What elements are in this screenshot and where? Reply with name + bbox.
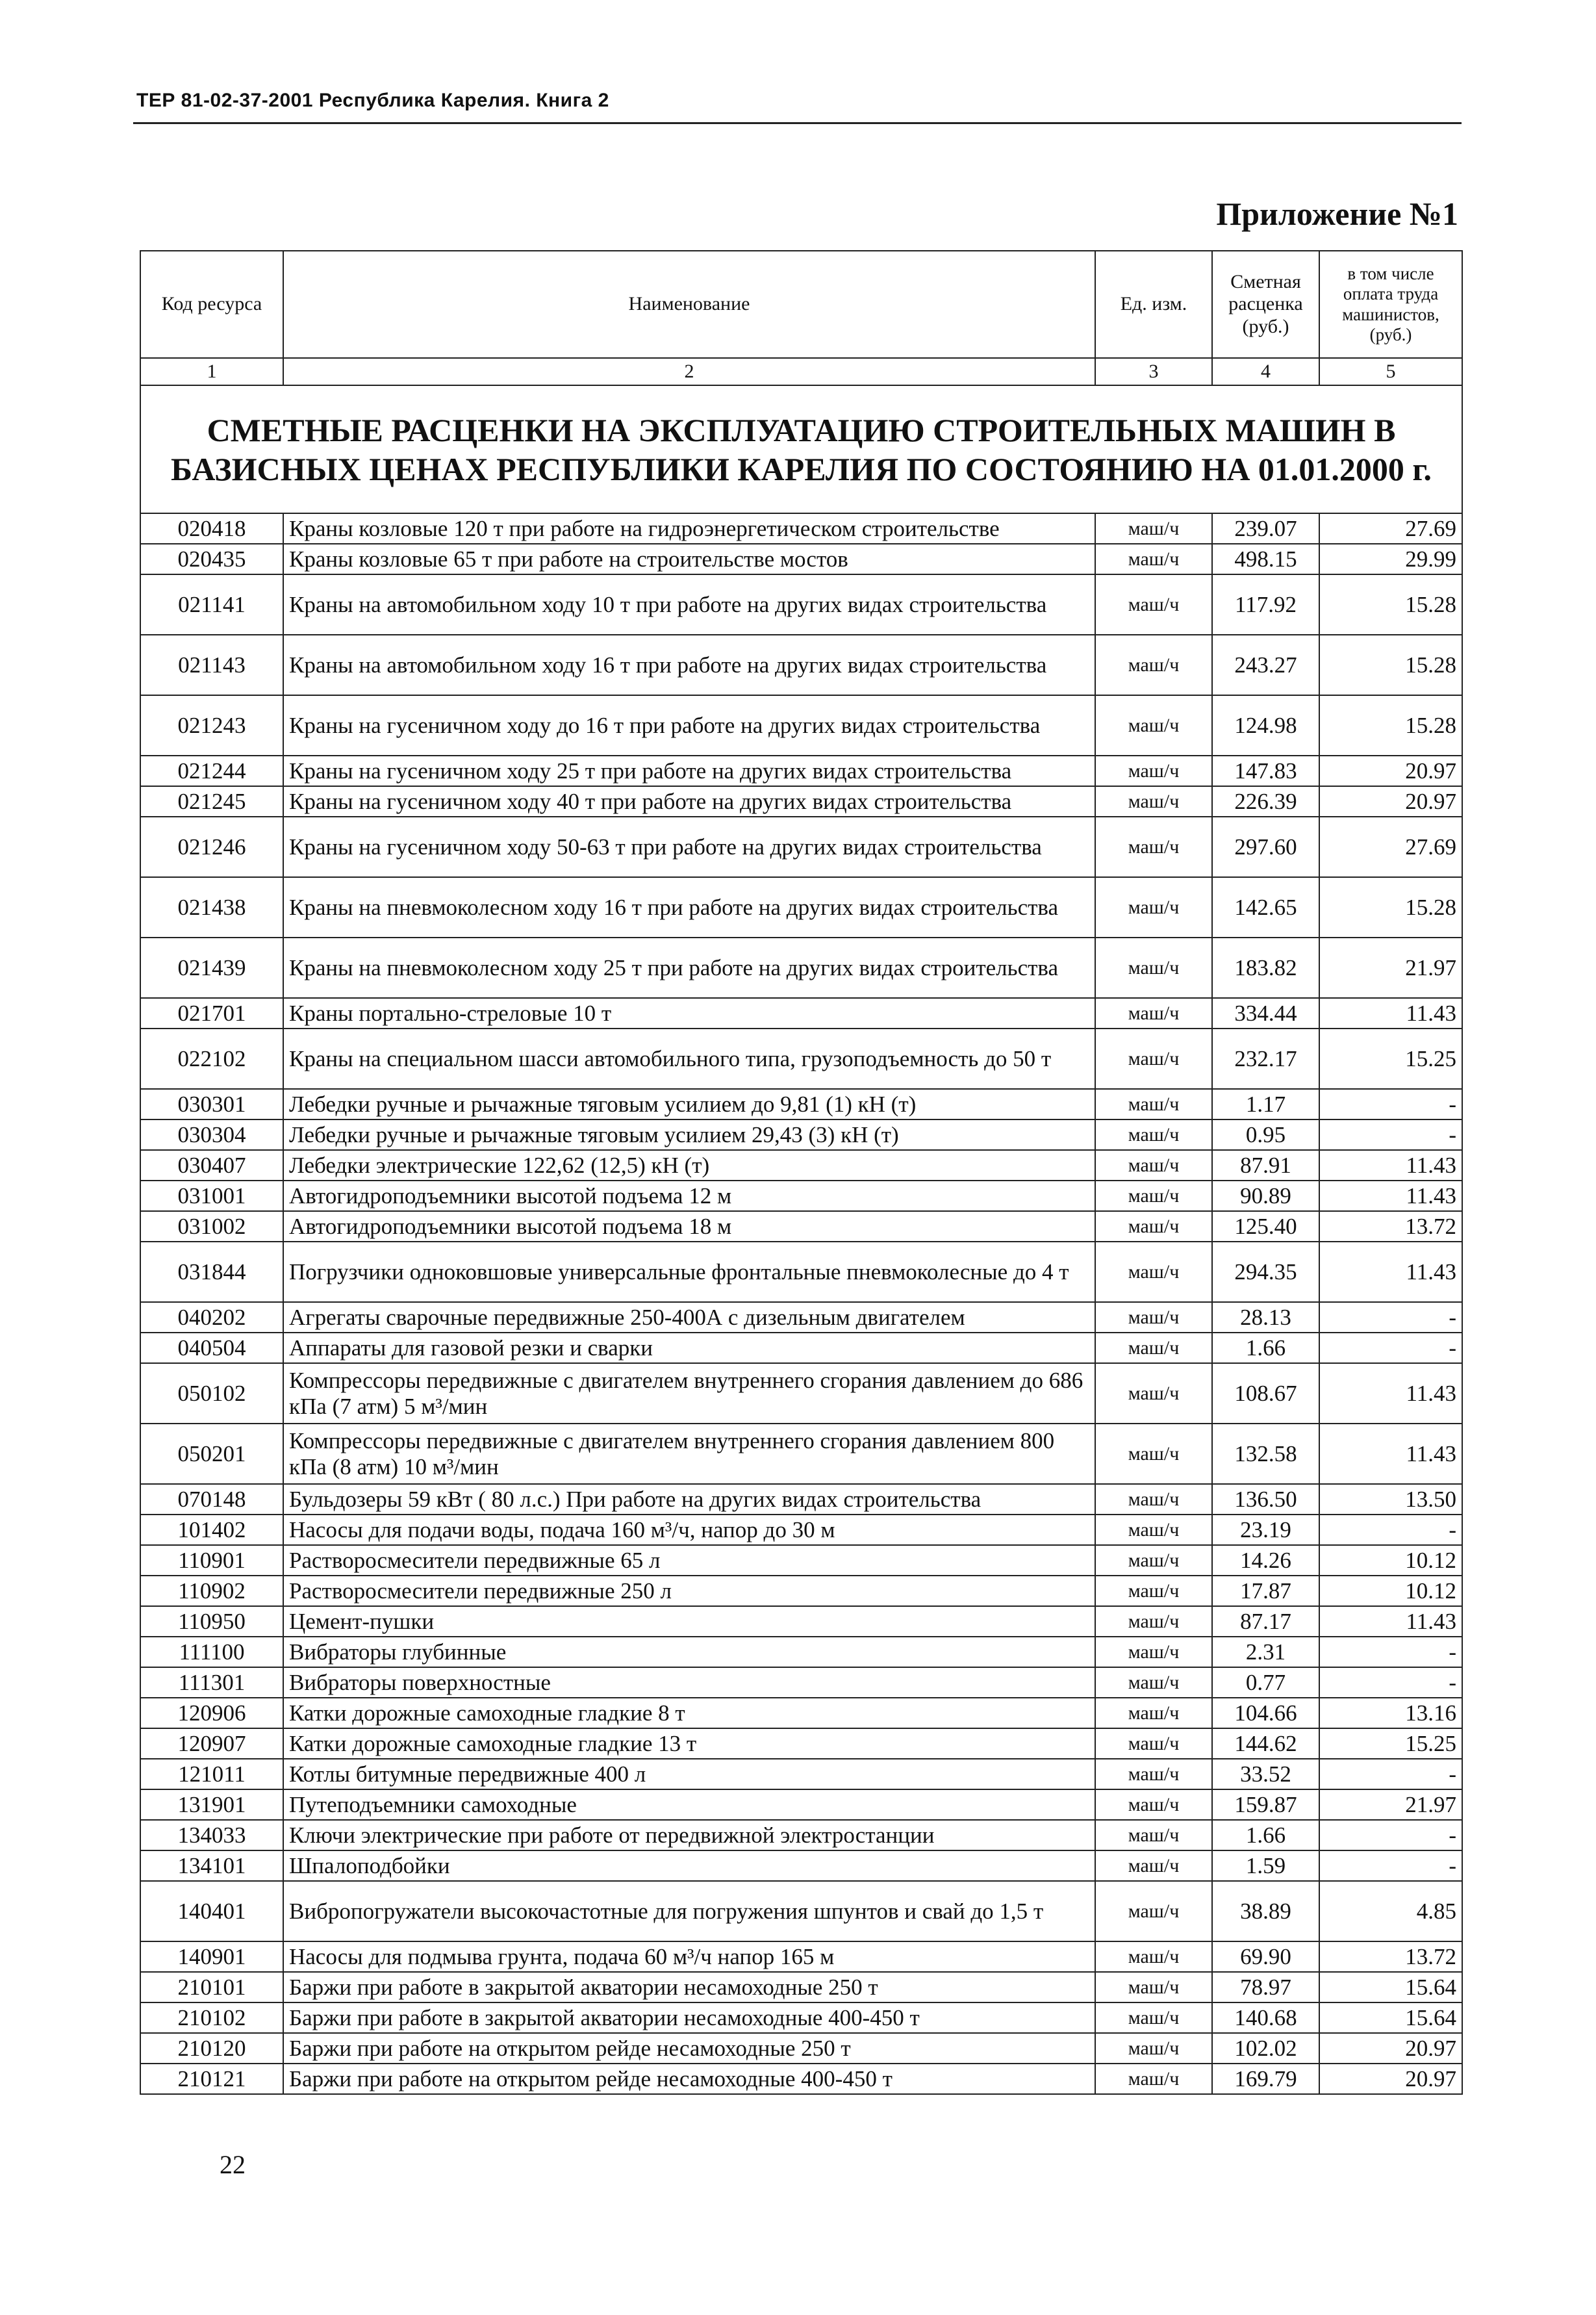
operator-wage: 10.12 — [1319, 1576, 1462, 1606]
estimated-rate: 23.19 — [1212, 1515, 1319, 1545]
resource-code: 030301 — [140, 1089, 283, 1119]
table-row — [140, 1576, 1462, 1606]
unit-of-measure: маш/ч — [1095, 1119, 1212, 1150]
unit-of-measure: маш/ч — [1095, 1424, 1212, 1484]
resource-code: 020435 — [140, 544, 283, 574]
estimated-rate: 226.39 — [1212, 786, 1319, 817]
table-row — [140, 1850, 1462, 1881]
estimated-rate: 183.82 — [1212, 938, 1319, 998]
operator-wage: 27.69 — [1319, 817, 1462, 877]
table-row — [140, 1424, 1462, 1484]
estimated-rate: 125.40 — [1212, 1211, 1319, 1242]
resource-name: Краны на пневмоколесном ходу 25 т при работе на других видах строительства — [283, 938, 1095, 998]
resource-code: 120907 — [140, 1728, 283, 1759]
estimated-rate: 124.98 — [1212, 695, 1319, 756]
table-row — [140, 1363, 1462, 1424]
operator-wage: 15.28 — [1319, 695, 1462, 756]
resource-code: 101402 — [140, 1515, 283, 1545]
resource-code: 070148 — [140, 1484, 283, 1515]
estimated-rate: 102.02 — [1212, 2033, 1319, 2064]
unit-of-measure: маш/ч — [1095, 1820, 1212, 1850]
unit-of-measure: маш/ч — [1095, 1637, 1212, 1667]
resource-name: Краны на специальном шасси автомобильного типа, грузоподъемность до 50 т — [283, 1029, 1095, 1089]
estimated-rate: 1.17 — [1212, 1089, 1319, 1119]
section-title-row — [140, 385, 1462, 513]
resource-code: 120906 — [140, 1698, 283, 1728]
estimated-rate: 144.62 — [1212, 1728, 1319, 1759]
resource-name: Котлы битумные передвижные 400 л — [283, 1759, 1095, 1789]
unit-of-measure: маш/ч — [1095, 1941, 1212, 1972]
resource-name: Краны козловые 120 т при работе на гидроэнергетическом строительстве — [283, 513, 1095, 544]
unit-of-measure: маш/ч — [1095, 695, 1212, 756]
operator-wage: - — [1319, 1637, 1462, 1667]
resource-name: Катки дорожные самоходные гладкие 13 т — [283, 1728, 1095, 1759]
resource-code: 021143 — [140, 635, 283, 695]
estimated-rate: 140.68 — [1212, 2002, 1319, 2033]
table-row — [140, 1545, 1462, 1576]
resource-name: Растворосмесители передвижные 65 л — [283, 1545, 1095, 1576]
resource-code: 134033 — [140, 1820, 283, 1850]
operator-wage: 15.28 — [1319, 877, 1462, 938]
operator-wage: - — [1319, 1333, 1462, 1363]
table-row — [140, 817, 1462, 877]
estimated-rate: 232.17 — [1212, 1029, 1319, 1089]
table-row — [140, 998, 1462, 1029]
resource-name: Баржи при работе на открытом рейде несамоходные 250 т — [283, 2033, 1095, 2064]
column-number: 3 — [1095, 358, 1212, 385]
resource-name: Цемент-пушки — [283, 1606, 1095, 1637]
table-row — [140, 877, 1462, 938]
resource-code: 210101 — [140, 1972, 283, 2002]
resource-code: 021243 — [140, 695, 283, 756]
unit-of-measure: маш/ч — [1095, 786, 1212, 817]
table-row — [140, 1972, 1462, 2002]
table-row — [140, 1242, 1462, 1302]
estimated-rate: 239.07 — [1212, 513, 1319, 544]
resource-name: Лебедки ручные и рычажные тяговым усилием 29,43 (3) кН (т) — [283, 1119, 1095, 1150]
estimated-rate: 33.52 — [1212, 1759, 1319, 1789]
column-number: 2 — [283, 358, 1095, 385]
resource-name: Вибропогружатели высокочастотные для погружения шпунтов и свай до 1,5 т — [283, 1881, 1095, 1941]
table-row — [140, 1881, 1462, 1941]
resource-name: Ключи электрические при работе от передвижной электростанции — [283, 1820, 1095, 1850]
resource-code: 131901 — [140, 1789, 283, 1820]
table-row — [140, 938, 1462, 998]
unit-of-measure: маш/ч — [1095, 1606, 1212, 1637]
operator-wage: 13.50 — [1319, 1484, 1462, 1515]
resource-name: Вибраторы поверхностные — [283, 1667, 1095, 1698]
resource-name: Краны на гусеничном ходу 50-63 т при работе на других видах строительства — [283, 817, 1095, 877]
estimated-rate: 297.60 — [1212, 817, 1319, 877]
unit-of-measure: маш/ч — [1095, 1850, 1212, 1881]
resource-name: Краны на автомобильном ходу 10 т при работе на других видах строительства — [283, 574, 1095, 635]
table-row — [140, 1637, 1462, 1667]
operator-wage: 11.43 — [1319, 1242, 1462, 1302]
unit-of-measure: маш/ч — [1095, 756, 1212, 786]
resource-code: 021438 — [140, 877, 283, 938]
estimated-rate: 294.35 — [1212, 1242, 1319, 1302]
operator-wage: - — [1319, 1089, 1462, 1119]
unit-of-measure: маш/ч — [1095, 938, 1212, 998]
table-row — [140, 1484, 1462, 1515]
estimated-rate: 87.91 — [1212, 1150, 1319, 1181]
column-header-wage: в том числе оплата труда машинистов, (руб.) — [1319, 251, 1462, 358]
operator-wage: 4.85 — [1319, 1881, 1462, 1941]
resource-code: 134101 — [140, 1850, 283, 1881]
resource-name: Катки дорожные самоходные гладкие 8 т — [283, 1698, 1095, 1728]
resource-code: 140401 — [140, 1881, 283, 1941]
operator-wage: - — [1319, 1119, 1462, 1150]
resource-name: Краны портально-стреловые 10 т — [283, 998, 1095, 1029]
unit-of-measure: маш/ч — [1095, 1484, 1212, 1515]
unit-of-measure: маш/ч — [1095, 2033, 1212, 2064]
operator-wage: 15.25 — [1319, 1728, 1462, 1759]
estimated-rate: 334.44 — [1212, 998, 1319, 1029]
resource-name: Компрессоры передвижные с двигателем внутреннего сгорания давлением 800 кПа (8 атм) 10 м³/мин — [283, 1424, 1095, 1484]
unit-of-measure: маш/ч — [1095, 544, 1212, 574]
resource-name: Краны козловые 65 т при работе на строительстве мостов — [283, 544, 1095, 574]
unit-of-measure: маш/ч — [1095, 1698, 1212, 1728]
table-row — [140, 1515, 1462, 1545]
table-row — [140, 1333, 1462, 1363]
resource-name: Шпалоподбойки — [283, 1850, 1095, 1881]
estimated-rate: 243.27 — [1212, 635, 1319, 695]
resource-name: Растворосмесители передвижные 250 л — [283, 1576, 1095, 1606]
table-row — [140, 1759, 1462, 1789]
operator-wage: - — [1319, 1759, 1462, 1789]
estimated-rate: 117.92 — [1212, 574, 1319, 635]
estimated-rate: 159.87 — [1212, 1789, 1319, 1820]
unit-of-measure: маш/ч — [1095, 1789, 1212, 1820]
estimated-rate: 38.89 — [1212, 1881, 1319, 1941]
resource-name: Баржи при работе в закрытой акватории несамоходные 400-450 т — [283, 2002, 1095, 2033]
resource-code: 110950 — [140, 1606, 283, 1637]
unit-of-measure: маш/ч — [1095, 1363, 1212, 1424]
estimated-rate: 142.65 — [1212, 877, 1319, 938]
resource-name: Краны на автомобильном ходу 16 т при работе на других видах строительства — [283, 635, 1095, 695]
table-row — [140, 1150, 1462, 1181]
estimated-rate: 14.26 — [1212, 1545, 1319, 1576]
resource-code: 210102 — [140, 2002, 283, 2033]
unit-of-measure: маш/ч — [1095, 1728, 1212, 1759]
resource-code: 210120 — [140, 2033, 283, 2064]
unit-of-measure: маш/ч — [1095, 1881, 1212, 1941]
estimated-rate: 78.97 — [1212, 1972, 1319, 2002]
table-row — [140, 1728, 1462, 1759]
operator-wage: 13.72 — [1319, 1941, 1462, 1972]
operator-wage: 13.72 — [1319, 1211, 1462, 1242]
rates-table — [140, 250, 1463, 2095]
unit-of-measure: маш/ч — [1095, 1242, 1212, 1302]
unit-of-measure: маш/ч — [1095, 1515, 1212, 1545]
unit-of-measure: маш/ч — [1095, 877, 1212, 938]
resource-code: 210121 — [140, 2064, 283, 2094]
operator-wage: 21.97 — [1319, 1789, 1462, 1820]
table-row — [140, 786, 1462, 817]
resource-name: Путеподъемники самоходные — [283, 1789, 1095, 1820]
operator-wage: 15.64 — [1319, 1972, 1462, 2002]
resource-code: 022102 — [140, 1029, 283, 1089]
resource-name: Агрегаты сварочные передвижные 250-400А с дизельным двигателем — [283, 1302, 1095, 1333]
resource-name: Баржи при работе на открытом рейде несамоходные 400-450 т — [283, 2064, 1095, 2094]
resource-name: Краны на пневмоколесном ходу 16 т при работе на других видах строительства — [283, 877, 1095, 938]
resource-code: 020418 — [140, 513, 283, 544]
unit-of-measure: маш/ч — [1095, 1333, 1212, 1363]
operator-wage: 13.16 — [1319, 1698, 1462, 1728]
estimated-rate: 2.31 — [1212, 1637, 1319, 1667]
resource-code: 111301 — [140, 1667, 283, 1698]
resource-name: Автогидроподъемники высотой подъема 18 м — [283, 1211, 1095, 1242]
table-row — [140, 1211, 1462, 1242]
table-row — [140, 513, 1462, 544]
resource-code: 021141 — [140, 574, 283, 635]
table-row — [140, 756, 1462, 786]
unit-of-measure: маш/ч — [1095, 1089, 1212, 1119]
operator-wage: 11.43 — [1319, 1606, 1462, 1637]
table-row — [140, 1181, 1462, 1211]
resource-code: 030304 — [140, 1119, 283, 1150]
unit-of-measure: маш/ч — [1095, 1759, 1212, 1789]
operator-wage: 11.43 — [1319, 1363, 1462, 1424]
operator-wage: - — [1319, 1667, 1462, 1698]
table-row — [140, 1119, 1462, 1150]
table-row — [140, 1089, 1462, 1119]
document-header: ТЕР 81-02-37-2001 Республика Карелия. Книга 2 — [136, 90, 609, 111]
estimated-rate: 132.58 — [1212, 1424, 1319, 1484]
resource-code: 030407 — [140, 1150, 283, 1181]
unit-of-measure: маш/ч — [1095, 1181, 1212, 1211]
unit-of-measure: маш/ч — [1095, 1211, 1212, 1242]
resource-code: 040504 — [140, 1333, 283, 1363]
resource-code: 110901 — [140, 1545, 283, 1576]
column-number: 5 — [1319, 358, 1462, 385]
resource-name: Баржи при работе в закрытой акватории несамоходные 250 т — [283, 1972, 1095, 2002]
resource-code: 021246 — [140, 817, 283, 877]
column-header-price: Сметная расценка (руб.) — [1212, 251, 1319, 358]
estimated-rate: 136.50 — [1212, 1484, 1319, 1515]
table-row — [140, 1029, 1462, 1089]
unit-of-measure: маш/ч — [1095, 1150, 1212, 1181]
resource-name: Краны на гусеничном ходу 40 т при работе на других видах строительства — [283, 786, 1095, 817]
operator-wage: 20.97 — [1319, 756, 1462, 786]
table-row — [140, 2064, 1462, 2094]
unit-of-measure: маш/ч — [1095, 574, 1212, 635]
column-number: 4 — [1212, 358, 1319, 385]
operator-wage: 15.64 — [1319, 2002, 1462, 2033]
estimated-rate: 1.59 — [1212, 1850, 1319, 1881]
operator-wage: 20.97 — [1319, 786, 1462, 817]
unit-of-measure: маш/ч — [1095, 1029, 1212, 1089]
resource-code: 121011 — [140, 1759, 283, 1789]
estimated-rate: 104.66 — [1212, 1698, 1319, 1728]
table-row — [140, 544, 1462, 574]
operator-wage: - — [1319, 1302, 1462, 1333]
table-row — [140, 1789, 1462, 1820]
operator-wage: 15.28 — [1319, 635, 1462, 695]
resource-name: Автогидроподъемники высотой подъема 12 м — [283, 1181, 1095, 1211]
section-title: СМЕТНЫЕ РАСЦЕНКИ НА ЭКСПЛУАТАЦИЮ СТРОИТЕЛЬНЫХ МАШИН В БАЗИСНЫХ ЦЕНАХ РЕСПУБЛИКИ КАРЕЛИЯ ПО СОСТОЯНИЮ НА 01.01.2000 г. — [140, 385, 1462, 513]
table-row — [140, 2002, 1462, 2033]
resource-code: 111100 — [140, 1637, 283, 1667]
unit-of-measure: маш/ч — [1095, 1576, 1212, 1606]
column-header-code: Код ресурса — [140, 251, 283, 358]
table-row — [140, 1820, 1462, 1850]
operator-wage: 11.43 — [1319, 998, 1462, 1029]
operator-wage: 11.43 — [1319, 1424, 1462, 1484]
unit-of-measure: маш/ч — [1095, 635, 1212, 695]
resource-code: 031001 — [140, 1181, 283, 1211]
page-number: 22 — [220, 2150, 246, 2179]
operator-wage: - — [1319, 1515, 1462, 1545]
resource-code: 110902 — [140, 1576, 283, 1606]
operator-wage: - — [1319, 1850, 1462, 1881]
estimated-rate: 0.77 — [1212, 1667, 1319, 1698]
operator-wage: 11.43 — [1319, 1181, 1462, 1211]
header-rule — [133, 122, 1462, 124]
unit-of-measure: маш/ч — [1095, 817, 1212, 877]
estimated-rate: 1.66 — [1212, 1333, 1319, 1363]
unit-of-measure: маш/ч — [1095, 1667, 1212, 1698]
column-number-row — [140, 358, 1462, 385]
estimated-rate: 0.95 — [1212, 1119, 1319, 1150]
unit-of-measure: маш/ч — [1095, 2002, 1212, 2033]
table-header-row — [140, 251, 1462, 358]
resource-code: 050102 — [140, 1363, 283, 1424]
operator-wage: 10.12 — [1319, 1545, 1462, 1576]
resource-name: Аппараты для газовой резки и сварки — [283, 1333, 1095, 1363]
estimated-rate: 87.17 — [1212, 1606, 1319, 1637]
estimated-rate: 1.66 — [1212, 1820, 1319, 1850]
table-row — [140, 1941, 1462, 1972]
estimated-rate: 17.87 — [1212, 1576, 1319, 1606]
operator-wage: 15.28 — [1319, 574, 1462, 635]
resource-code: 040202 — [140, 1302, 283, 1333]
table-row — [140, 1667, 1462, 1698]
table-row — [140, 1698, 1462, 1728]
operator-wage: 15.25 — [1319, 1029, 1462, 1089]
appendix-title: Приложение №1 — [1216, 196, 1458, 232]
resource-name: Краны на гусеничном ходу до 16 т при работе на других видах строительства — [283, 695, 1095, 756]
resource-name: Компрессоры передвижные с двигателем внутреннего сгорания давлением до 686 кПа (7 атм) 5 м³/мин — [283, 1363, 1095, 1424]
table-row — [140, 695, 1462, 756]
operator-wage: 11.43 — [1319, 1150, 1462, 1181]
operator-wage: 20.97 — [1319, 2064, 1462, 2094]
column-number: 1 — [140, 358, 283, 385]
resource-name: Насосы для подмыва грунта, подача 60 м³/ч напор 165 м — [283, 1941, 1095, 1972]
unit-of-measure: маш/ч — [1095, 998, 1212, 1029]
operator-wage: 29.99 — [1319, 544, 1462, 574]
estimated-rate: 108.67 — [1212, 1363, 1319, 1424]
unit-of-measure: маш/ч — [1095, 513, 1212, 544]
table-row — [140, 635, 1462, 695]
resource-name: Погрузчики одноковшовые универсальные фронтальные пневмоколесные до 4 т — [283, 1242, 1095, 1302]
unit-of-measure: маш/ч — [1095, 1972, 1212, 2002]
resource-code: 050201 — [140, 1424, 283, 1484]
resource-name: Лебедки ручные и рычажные тяговым усилием до 9,81 (1) кН (т) — [283, 1089, 1095, 1119]
estimated-rate: 169.79 — [1212, 2064, 1319, 2094]
resource-code: 021701 — [140, 998, 283, 1029]
table-row — [140, 574, 1462, 635]
resource-code: 021439 — [140, 938, 283, 998]
estimated-rate: 147.83 — [1212, 756, 1319, 786]
table-row — [140, 2033, 1462, 2064]
resource-name: Бульдозеры 59 кВт ( 80 л.с.) При работе на других видах строительства — [283, 1484, 1095, 1515]
unit-of-measure: маш/ч — [1095, 1545, 1212, 1576]
estimated-rate: 69.90 — [1212, 1941, 1319, 1972]
column-header-name: Наименование — [283, 251, 1095, 358]
estimated-rate: 498.15 — [1212, 544, 1319, 574]
resource-code: 021244 — [140, 756, 283, 786]
operator-wage: 27.69 — [1319, 513, 1462, 544]
resource-code: 031844 — [140, 1242, 283, 1302]
unit-of-measure: маш/ч — [1095, 1302, 1212, 1333]
estimated-rate: 90.89 — [1212, 1181, 1319, 1211]
unit-of-measure: маш/ч — [1095, 2064, 1212, 2094]
column-header-unit: Ед. изм. — [1095, 251, 1212, 358]
operator-wage: - — [1319, 1820, 1462, 1850]
resource-name: Вибраторы глубинные — [283, 1637, 1095, 1667]
resource-name: Краны на гусеничном ходу 25 т при работе на других видах строительства — [283, 756, 1095, 786]
operator-wage: 21.97 — [1319, 938, 1462, 998]
estimated-rate: 28.13 — [1212, 1302, 1319, 1333]
resource-code: 140901 — [140, 1941, 283, 1972]
table-row — [140, 1606, 1462, 1637]
operator-wage: 20.97 — [1319, 2033, 1462, 2064]
resource-code: 021245 — [140, 786, 283, 817]
resource-name: Насосы для подачи воды, подача 160 м³/ч, напор до 30 м — [283, 1515, 1095, 1545]
resource-code: 031002 — [140, 1211, 283, 1242]
table-row — [140, 1302, 1462, 1333]
resource-name: Лебедки электрические 122,62 (12,5) кН (т) — [283, 1150, 1095, 1181]
